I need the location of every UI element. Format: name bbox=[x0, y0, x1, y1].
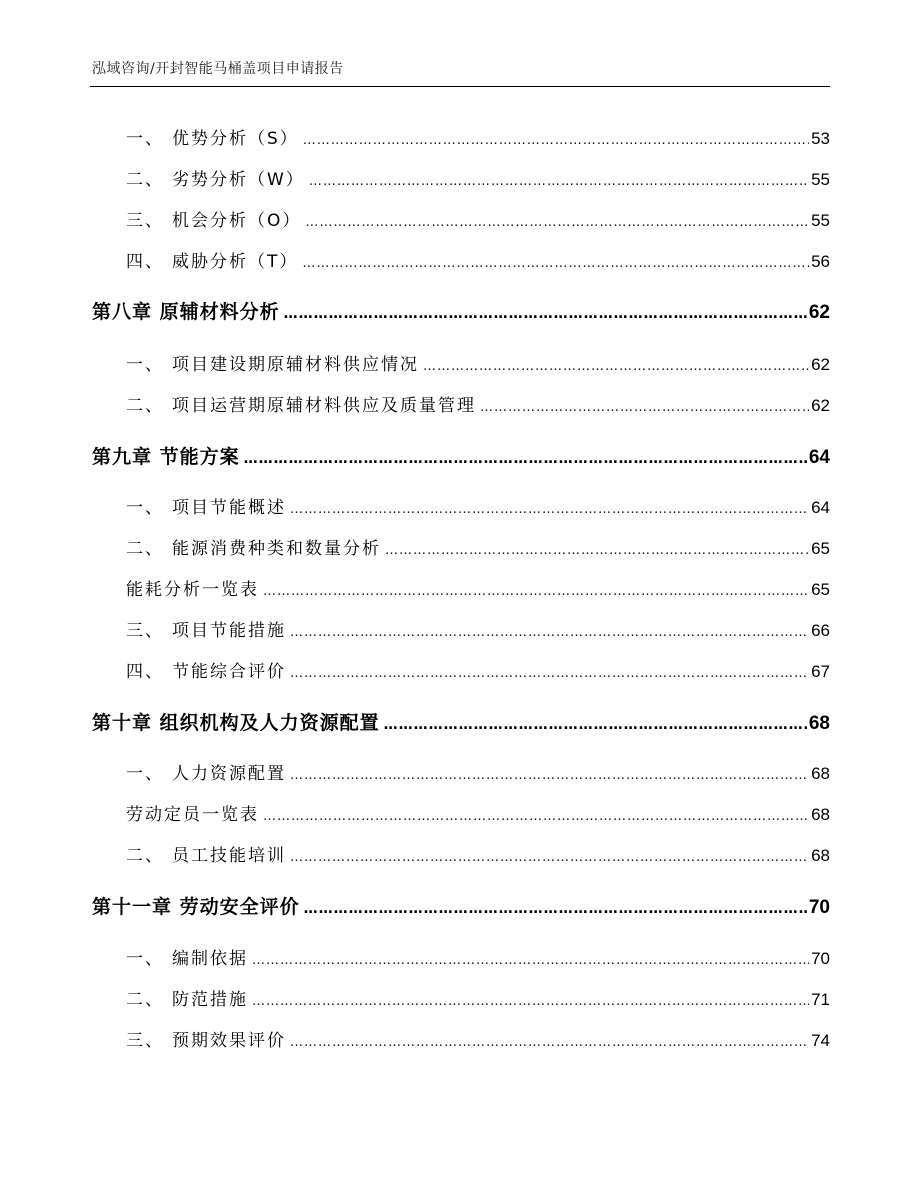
toc-leader-dots bbox=[252, 994, 809, 1009]
toc-leader-dots bbox=[290, 625, 809, 640]
toc-leader-dots bbox=[385, 543, 809, 558]
toc-entry-title bbox=[92, 206, 301, 231]
toc-section-entry[interactable] bbox=[92, 493, 830, 518]
toc-entry-text: 项目节能措施 bbox=[172, 621, 286, 641]
toc-entry-index: 二、 bbox=[126, 990, 164, 1010]
toc-entry-text: 第九章 节能方案 bbox=[92, 446, 240, 468]
toc-entry-title bbox=[92, 247, 298, 272]
toc-page-number: 53 bbox=[811, 129, 830, 148]
toc-page-number: 62 bbox=[811, 396, 830, 415]
toc-entry-text: 预期效果评价 bbox=[172, 1031, 286, 1051]
toc-leader-dots bbox=[290, 502, 809, 517]
toc-entry-index: 四、 bbox=[126, 662, 164, 682]
toc-entry-text: 员工技能培训 bbox=[172, 846, 286, 866]
toc-page-number: 70 bbox=[808, 897, 830, 918]
toc-entry-index: 一、 bbox=[126, 498, 164, 518]
toc-entry-title bbox=[92, 493, 286, 518]
toc-page-number: 66 bbox=[811, 621, 830, 640]
toc-entry-index: 一、 bbox=[126, 764, 164, 784]
toc-entry-title bbox=[92, 534, 381, 559]
toc-leader-dots bbox=[290, 1035, 809, 1050]
toc-section-entry[interactable] bbox=[92, 165, 830, 190]
toc-entry-text: 机会分析（O） bbox=[172, 211, 302, 231]
toc-page-number: 65 bbox=[811, 580, 830, 599]
toc-section-entry[interactable] bbox=[92, 247, 830, 272]
toc-entry-index: 二、 bbox=[126, 170, 164, 190]
toc-page-number: 56 bbox=[811, 252, 830, 271]
toc-section-entry[interactable] bbox=[92, 616, 830, 641]
toc-entry-text: 优势分析（S） bbox=[172, 129, 299, 149]
toc-page-number: 64 bbox=[808, 447, 830, 468]
toc-entry-text: 项目运营期原辅材料供应及质量管理 bbox=[172, 396, 476, 416]
toc-leader-dots bbox=[303, 133, 809, 148]
toc-entry-title bbox=[92, 944, 248, 969]
toc-entry-index: 二、 bbox=[126, 539, 164, 559]
toc-leader-dots bbox=[423, 359, 809, 374]
toc-leader-dots bbox=[304, 901, 807, 917]
toc-entry-title bbox=[92, 124, 299, 149]
toc-leader-dots bbox=[302, 256, 809, 271]
toc-section-entry[interactable] bbox=[92, 985, 830, 1010]
toc-entry-index: 一、 bbox=[126, 949, 164, 969]
toc-entry-text: 编制依据 bbox=[172, 949, 248, 969]
toc-entry-title bbox=[92, 985, 248, 1010]
toc-entry-title bbox=[92, 575, 259, 600]
header-rule bbox=[90, 86, 830, 87]
toc-entry-text: 威胁分析（T） bbox=[172, 252, 299, 272]
toc-entry-title bbox=[92, 297, 280, 324]
toc-leader-dots bbox=[263, 584, 809, 599]
toc-chapter-entry[interactable] bbox=[92, 297, 830, 324]
toc-page-number: 62 bbox=[811, 355, 830, 374]
toc-section-entry[interactable] bbox=[92, 206, 830, 231]
toc-chapter-entry[interactable] bbox=[92, 892, 830, 919]
toc-entry-text: 项目建设期原辅材料供应情况 bbox=[172, 355, 419, 375]
toc-entry-index: 一、 bbox=[126, 129, 164, 149]
toc-entry-title bbox=[92, 759, 286, 784]
toc-leader-dots bbox=[263, 809, 809, 824]
toc-page-number: 68 bbox=[808, 713, 830, 734]
toc-section-entry[interactable] bbox=[92, 350, 830, 375]
toc-entry-text: 第八章 原辅材料分析 bbox=[92, 301, 280, 323]
toc-entry-text: 节能综合评价 bbox=[172, 662, 286, 682]
toc-page-number: 71 bbox=[811, 990, 830, 1009]
toc-page-number: 67 bbox=[811, 662, 830, 681]
toc-page-number: 68 bbox=[811, 846, 830, 865]
toc-entry-title bbox=[92, 391, 476, 416]
toc-chapter-entry[interactable] bbox=[92, 442, 830, 469]
toc-entry-title bbox=[92, 708, 380, 735]
toc-entry-title bbox=[92, 841, 286, 866]
toc-entry-title bbox=[92, 165, 305, 190]
toc-entry-text: 人力资源配置 bbox=[172, 764, 286, 784]
toc-entry-index: 三、 bbox=[126, 211, 164, 231]
toc-entry-index: 二、 bbox=[126, 396, 164, 416]
toc-entry-title bbox=[92, 657, 286, 682]
toc-section-entry[interactable] bbox=[92, 841, 830, 866]
toc-entry-text: 项目节能概述 bbox=[172, 498, 286, 518]
toc-leader-dots bbox=[290, 768, 809, 783]
toc-page-number: 68 bbox=[811, 805, 830, 824]
toc-entry-title bbox=[92, 1026, 286, 1051]
toc-chapter-entry[interactable] bbox=[92, 708, 830, 735]
toc-entry-index: 一、 bbox=[126, 355, 164, 375]
toc-page-number: 55 bbox=[811, 170, 830, 189]
running-header: 泓域咨询/开封智能马桶盖项目申请报告 bbox=[92, 61, 344, 77]
toc-section-entry[interactable] bbox=[92, 124, 830, 149]
toc-entry-index: 二、 bbox=[126, 846, 164, 866]
toc-entry-title bbox=[92, 350, 419, 375]
toc-leader-dots bbox=[284, 306, 807, 322]
toc-section-entry[interactable] bbox=[92, 391, 830, 416]
toc-entry-text: 第十章 组织机构及人力资源配置 bbox=[92, 712, 380, 734]
toc-entry-title bbox=[92, 616, 286, 641]
toc-entry-title bbox=[92, 442, 240, 469]
toc-page-number: 65 bbox=[811, 539, 830, 558]
toc-section-entry[interactable] bbox=[92, 759, 830, 784]
toc-section-entry[interactable] bbox=[92, 1026, 830, 1051]
toc-entry-text: 能耗分析一览表 bbox=[126, 580, 259, 600]
toc-leader-dots bbox=[290, 850, 809, 865]
toc-page-number: 62 bbox=[808, 302, 830, 323]
toc-entry-text: 防范措施 bbox=[172, 990, 248, 1010]
toc-entry-index: 三、 bbox=[126, 1031, 164, 1051]
toc-leader-dots bbox=[290, 666, 809, 681]
toc-section-entry[interactable] bbox=[92, 944, 830, 969]
toc-entry-text: 第十一章 劳动安全评价 bbox=[92, 896, 300, 918]
toc-section-entry[interactable] bbox=[92, 575, 830, 600]
toc-leader-dots bbox=[305, 215, 809, 230]
toc-page-number: 64 bbox=[811, 498, 830, 517]
toc-leader-dots bbox=[244, 451, 807, 467]
toc-page-number: 70 bbox=[811, 949, 830, 968]
toc-entry-title bbox=[92, 800, 259, 825]
toc-entry-text: 劳动定员一览表 bbox=[126, 805, 259, 825]
toc-section-entry[interactable] bbox=[92, 800, 830, 825]
toc-leader-dots bbox=[384, 717, 807, 733]
toc-entry-text: 劣势分析（W） bbox=[172, 170, 305, 190]
toc-page-number: 55 bbox=[811, 211, 830, 230]
toc-section-entry[interactable] bbox=[92, 534, 830, 559]
toc-page-number: 74 bbox=[811, 1031, 830, 1050]
toc-entry-index: 四、 bbox=[126, 252, 164, 272]
toc-entry-text: 能源消费种类和数量分析 bbox=[172, 539, 381, 559]
toc-leader-dots bbox=[309, 174, 809, 189]
toc-section-entry[interactable] bbox=[92, 657, 830, 682]
toc-page-number: 68 bbox=[811, 764, 830, 783]
toc-entry-title bbox=[92, 892, 300, 919]
toc-leader-dots bbox=[480, 400, 809, 415]
toc-leader-dots bbox=[252, 953, 809, 968]
toc-entry-index: 三、 bbox=[126, 621, 164, 641]
